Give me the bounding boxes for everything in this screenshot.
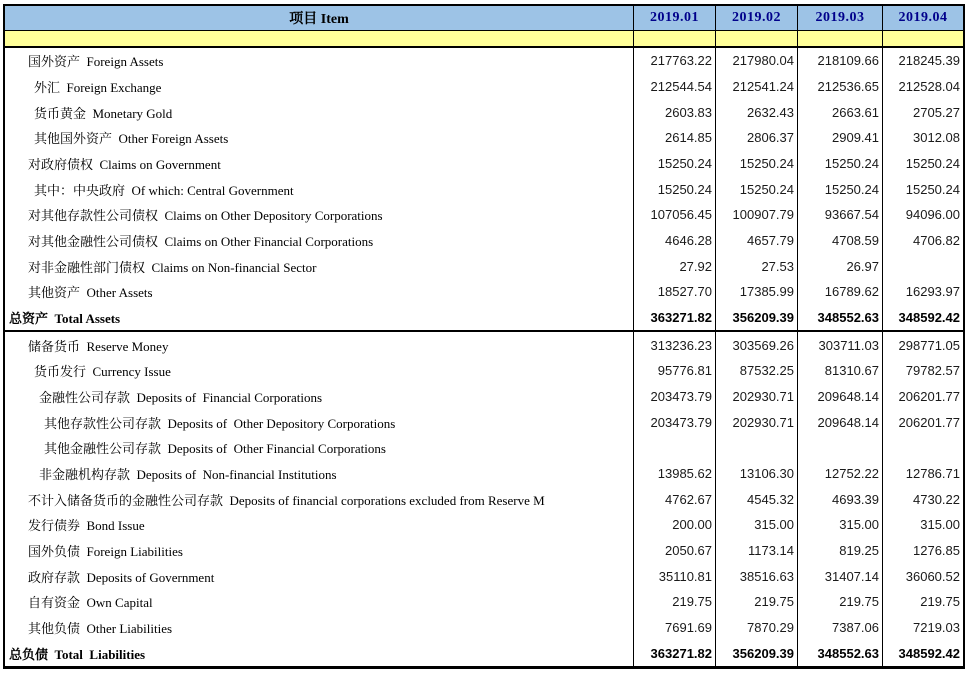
- row-value-2019-03: 212536.65: [797, 74, 882, 100]
- row-value-2019-01: 15250.24: [633, 151, 715, 177]
- row-label: 对其他金融性公司债权 Claims on Other Financial Corporations: [28, 234, 374, 250]
- row-label: 其他国外资产 Other Foreign Assets: [34, 131, 229, 147]
- column-header-2019-04: 2019.04: [882, 6, 963, 30]
- row-value-2019-03: 2909.41: [797, 125, 882, 151]
- table-row: [5, 74, 963, 100]
- row-value-2019-02: 38516.63: [715, 563, 797, 589]
- row-label: 非金融机构存款 Deposits of Non-financial Institutions: [39, 467, 337, 483]
- row-label: 自有资金 Own Capital: [28, 595, 153, 611]
- row-value-2019-04: 206201.77: [882, 384, 963, 410]
- row-value-2019-04: 15250.24: [882, 176, 963, 202]
- row-value-2019-02: 13106.30: [715, 461, 797, 487]
- row-value-2019-04: 15250.24: [882, 151, 963, 177]
- row-value-2019-03: 218109.66: [797, 48, 882, 74]
- row-label: 国外负债 Foreign Liabilities: [28, 544, 183, 560]
- row-label: 总负债 Total Liabilities: [9, 646, 146, 662]
- table-row: [5, 384, 963, 410]
- column-header-2019-02: 2019.02: [715, 6, 797, 30]
- row-value-2019-04: 36060.52: [882, 563, 963, 589]
- row-value-2019-03: [797, 435, 882, 461]
- table-row: [5, 615, 963, 641]
- row-value-2019-04: [882, 253, 963, 279]
- row-value-2019-02: 17385.99: [715, 279, 797, 305]
- row-value-2019-01: 15250.24: [633, 176, 715, 202]
- row-value-2019-01: 4646.28: [633, 228, 715, 254]
- row-value-2019-01: 35110.81: [633, 563, 715, 589]
- column-header-2019-03: 2019.03: [797, 6, 882, 30]
- row-label: 发行债券 Bond Issue: [28, 518, 145, 534]
- table-row: [5, 330, 963, 358]
- row-value-2019-02: 212541.24: [715, 74, 797, 100]
- row-value-2019-03: 348552.63: [797, 305, 882, 331]
- row-label: 外汇 Foreign Exchange: [34, 80, 162, 95]
- row-label: 政府存款 Deposits of Government: [28, 569, 215, 585]
- row-value-2019-02: 219.75: [715, 589, 797, 615]
- row-value-2019-01: 217763.22: [633, 48, 715, 74]
- column-header-2019-01: 2019.01: [633, 6, 715, 30]
- row-value-2019-01: 2614.85: [633, 125, 715, 151]
- row-value-2019-04: 218245.39: [882, 48, 963, 74]
- row-label: 总资产 Total Assets: [9, 311, 121, 327]
- row-value-2019-02: 2806.37: [715, 125, 797, 151]
- row-label: 对政府债权 Claims on Government: [28, 157, 221, 173]
- row-value-2019-03: 31407.14: [797, 563, 882, 589]
- table-row: [5, 409, 963, 435]
- table-row: [5, 228, 963, 254]
- row-value-2019-01: 95776.81: [633, 358, 715, 384]
- row-value-2019-02: 7870.29: [715, 615, 797, 641]
- row-value-2019-02: 202930.71: [715, 384, 797, 410]
- row-value-2019-03: 4708.59: [797, 228, 882, 254]
- row-value-2019-02: 2632.43: [715, 99, 797, 125]
- row-value-2019-04: 212528.04: [882, 74, 963, 100]
- row-value-2019-04: 7219.03: [882, 615, 963, 641]
- table-row: [5, 563, 963, 589]
- row-value-2019-04: 4706.82: [882, 228, 963, 254]
- row-value-2019-02: 15250.24: [715, 151, 797, 177]
- row-value-2019-02: 87532.25: [715, 358, 797, 384]
- row-value-2019-03: 219.75: [797, 589, 882, 615]
- row-value-2019-03: 93667.54: [797, 202, 882, 228]
- table-header-row: [5, 6, 963, 31]
- row-value-2019-03: 2663.61: [797, 99, 882, 125]
- row-value-2019-03: 819.25: [797, 538, 882, 564]
- row-value-2019-04: 206201.77: [882, 409, 963, 435]
- row-value-2019-01: 203473.79: [633, 409, 715, 435]
- row-label: 货币黄金 Monetary Gold: [34, 105, 173, 121]
- table-row: [5, 151, 963, 177]
- row-value-2019-03: 15250.24: [797, 151, 882, 177]
- row-value-2019-03: 15250.24: [797, 176, 882, 202]
- row-value-2019-01: 2050.67: [633, 538, 715, 564]
- row-value-2019-04: 2705.27: [882, 99, 963, 125]
- row-value-2019-04: 79782.57: [882, 358, 963, 384]
- row-value-2019-01: 18527.70: [633, 279, 715, 305]
- band-cell: [715, 31, 797, 46]
- table-row: [5, 253, 963, 279]
- band-cell: [5, 31, 633, 46]
- row-label: 其他存款性公司存款 Deposits of Other Depository Corporations: [44, 415, 396, 431]
- table-body: [5, 48, 963, 666]
- row-label: 其中：中央政府 Of which: Central Government: [34, 182, 294, 198]
- row-value-2019-02: 1173.14: [715, 538, 797, 564]
- row-value-2019-01: 13985.62: [633, 461, 715, 487]
- row-value-2019-02: 202930.71: [715, 409, 797, 435]
- row-label: 国外资产 Foreign Assets: [28, 54, 164, 70]
- table-row: [5, 589, 963, 615]
- row-label: 对其他存款性公司债权 Claims on Other Depository Corporations: [28, 208, 383, 224]
- table-row: [5, 99, 963, 125]
- row-value-2019-01: 107056.45: [633, 202, 715, 228]
- row-label: 储备货币 Reserve Money: [28, 338, 169, 354]
- row-value-2019-02: 356209.39: [715, 640, 797, 666]
- row-value-2019-03: 348552.63: [797, 640, 882, 666]
- band-cell: [633, 31, 715, 46]
- row-value-2019-03: 81310.67: [797, 358, 882, 384]
- row-label: 货币发行 Currency Issue: [34, 364, 171, 380]
- row-value-2019-01: 2603.83: [633, 99, 715, 125]
- row-value-2019-04: 16293.97: [882, 279, 963, 305]
- row-value-2019-01: 7691.69: [633, 615, 715, 641]
- row-value-2019-03: 26.97: [797, 253, 882, 279]
- row-value-2019-03: 12752.22: [797, 461, 882, 487]
- row-label: 其他金融性公司存款 Deposits of Other Financial Corporations: [44, 441, 386, 457]
- row-value-2019-04: 1276.85: [882, 538, 963, 564]
- row-value-2019-03: 7387.06: [797, 615, 882, 641]
- table-row: [5, 435, 963, 461]
- row-value-2019-02: 315.00: [715, 512, 797, 538]
- table-row: [5, 202, 963, 228]
- row-value-2019-02: 356209.39: [715, 305, 797, 331]
- row-value-2019-01: 313236.23: [633, 332, 715, 358]
- table-row: [5, 176, 963, 202]
- row-value-2019-01: [633, 435, 715, 461]
- row-label: 对非金融性部门债权 Claims on Non-financial Sector: [28, 259, 317, 275]
- row-value-2019-02: 100907.79: [715, 202, 797, 228]
- row-value-2019-02: 217980.04: [715, 48, 797, 74]
- table-row: [5, 538, 963, 564]
- row-value-2019-04: 3012.08: [882, 125, 963, 151]
- row-value-2019-02: [715, 435, 797, 461]
- row-value-2019-01: 363271.82: [633, 640, 715, 666]
- row-label: 不计入储备货币的金融性公司存款 Deposits of financial corporations excluded from Reserve M: [28, 492, 545, 508]
- row-value-2019-04: 94096.00: [882, 202, 963, 228]
- row-value-2019-02: 4545.32: [715, 486, 797, 512]
- row-value-2019-03: 209648.14: [797, 384, 882, 410]
- highlight-band-row: [5, 31, 963, 48]
- row-label: 其他资产 Other Assets: [28, 285, 153, 301]
- row-value-2019-01: 203473.79: [633, 384, 715, 410]
- row-label: 金融性公司存款 Deposits of Financial Corporations: [39, 390, 323, 406]
- row-value-2019-04: 298771.05: [882, 332, 963, 358]
- item-column-header: 项目 Item: [289, 12, 349, 27]
- row-value-2019-02: 303569.26: [715, 332, 797, 358]
- table-row: [5, 125, 963, 151]
- table-row: [5, 48, 963, 74]
- row-label: 其他负债 Other Liabilities: [28, 621, 173, 637]
- table-row: [5, 305, 963, 331]
- row-value-2019-01: 4762.67: [633, 486, 715, 512]
- row-value-2019-02: 15250.24: [715, 176, 797, 202]
- row-value-2019-01: 200.00: [633, 512, 715, 538]
- row-value-2019-03: 303711.03: [797, 332, 882, 358]
- row-value-2019-04: 315.00: [882, 512, 963, 538]
- row-value-2019-01: 212544.54: [633, 74, 715, 100]
- table-row: [5, 358, 963, 384]
- row-value-2019-01: 27.92: [633, 253, 715, 279]
- table-row: [5, 640, 963, 666]
- row-value-2019-04: 4730.22: [882, 486, 963, 512]
- table-row: [5, 461, 963, 487]
- table-row: [5, 486, 963, 512]
- row-value-2019-04: 348592.42: [882, 640, 963, 666]
- band-cell: [797, 31, 882, 46]
- row-value-2019-04: 12786.71: [882, 461, 963, 487]
- balance-sheet-table: [3, 4, 965, 669]
- row-value-2019-03: 315.00: [797, 512, 882, 538]
- row-value-2019-04: 348592.42: [882, 305, 963, 331]
- row-value-2019-03: 209648.14: [797, 409, 882, 435]
- table-row: [5, 279, 963, 305]
- band-cell: [882, 31, 963, 46]
- row-value-2019-03: 16789.62: [797, 279, 882, 305]
- row-value-2019-02: 4657.79: [715, 228, 797, 254]
- table-row: [5, 512, 963, 538]
- row-value-2019-04: 219.75: [882, 589, 963, 615]
- row-value-2019-03: 4693.39: [797, 486, 882, 512]
- row-value-2019-04: [882, 435, 963, 461]
- row-value-2019-01: 363271.82: [633, 305, 715, 331]
- row-value-2019-02: 27.53: [715, 253, 797, 279]
- row-value-2019-01: 219.75: [633, 589, 715, 615]
